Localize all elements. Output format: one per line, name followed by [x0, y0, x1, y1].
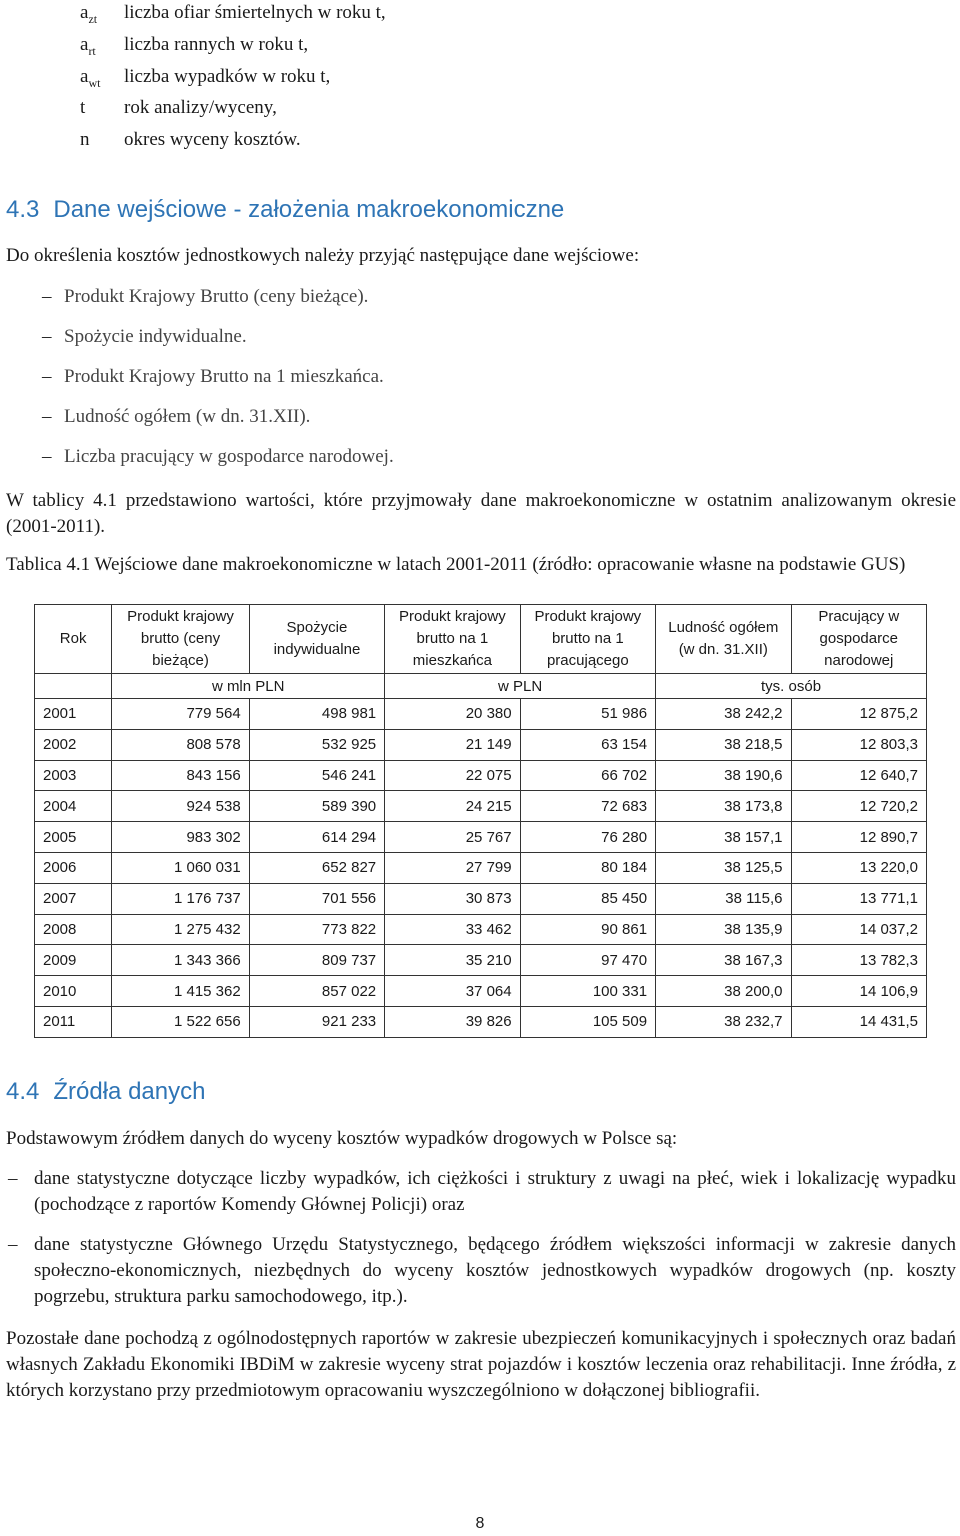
table-intro-paragraph: W tablicy 4.1 przedstawiono wartości, które przyjmowały dane makroekonomiczne w ostatnim analizowanym okresie (2001-2011).	[6, 490, 956, 537]
table-cell: 14 037,2	[791, 914, 926, 945]
section-heading-4-4	[6, 1078, 205, 1106]
table-cell: 13 220,0	[791, 852, 926, 883]
table-header-row	[35, 605, 927, 674]
definition-symbol: $a_{zt}$	[80, 2, 98, 26]
list-item: – Produkt Krajowy Brutto na 1 mieszkańca.	[6, 364, 956, 404]
section-heading-4-3	[6, 196, 564, 224]
table-cell: 2001	[35, 699, 112, 730]
table-cell: 12 890,7	[791, 822, 926, 853]
table-cell: 614 294	[249, 822, 384, 853]
table-cell: 2011	[35, 1006, 112, 1037]
header-rok: Rok	[35, 605, 112, 674]
table-cell: 983 302	[112, 822, 249, 853]
definition-row	[80, 64, 386, 96]
table-cell: 1 060 031	[112, 852, 249, 883]
table-cell: 779 564	[112, 699, 249, 730]
section-intro: Do określenia kosztów jednostkowych należy przyjąć następujące dane wejściowe:	[6, 245, 640, 266]
table-row	[35, 791, 927, 822]
table-cell: 1 343 366	[112, 945, 249, 976]
table-row	[35, 729, 927, 760]
page-number: 8	[475, 1515, 485, 1532]
definition-text: liczba wypadków w roku t,	[124, 65, 331, 87]
table-cell: 38 218,5	[656, 729, 791, 760]
closing-paragraph: Pozostałe dane pochodzą z ogólnodostępnych raportów w zakresie ubezpieczeń komunikacyjnych i społecznych oraz badań własnych Zakładu Ekonomiki IBDiM w zakresie wyceny strat pojazdów i kosztów leczenia oraz rehabilitacji. Inne źródła, z których korzystano przy przedmiotowym opracowaniu wyszczególniono w dołączonej bibliografii.	[6, 1328, 956, 1401]
table-cell: 38 200,0	[656, 976, 791, 1007]
table-cell: 857 022	[249, 976, 384, 1007]
list-item: – Produkt Krajowy Brutto (ceny bieżące).	[6, 284, 956, 324]
table-cell: 589 390	[249, 791, 384, 822]
table-cell: 2005	[35, 822, 112, 853]
definition-text: okres wyceny kosztów.	[124, 129, 301, 151]
table-row	[35, 822, 927, 853]
data-sources-list	[6, 1166, 956, 1324]
table-row	[35, 883, 927, 914]
table-cell: 809 737	[249, 945, 384, 976]
table-cell: 38 135,9	[656, 914, 791, 945]
header-ludnosc: Ludność ogółem (w dn. 31.XII)	[656, 605, 791, 674]
definition-symbol: t	[80, 97, 86, 119]
unit-cell: w PLN	[385, 674, 656, 699]
section-title: Dane wejściowe - założenia makroekonomiczne	[53, 196, 565, 223]
table-cell: 12 720,2	[791, 791, 926, 822]
table-cell: 843 156	[112, 760, 249, 791]
table-row	[35, 760, 927, 791]
definition-symbol: $a_{rt}$	[80, 33, 96, 58]
table-cell: 921 233	[249, 1006, 384, 1037]
unit-cell: tys. osób	[656, 674, 927, 699]
table-cell: 72 683	[520, 791, 655, 822]
table-cell: 85 450	[520, 883, 655, 914]
definition-text: liczba ofiar śmiertelnych w roku t,	[124, 2, 386, 23]
table-cell: 546 241	[249, 760, 384, 791]
list-item: – Ludność ogółem (w dn. 31.XII).	[6, 404, 956, 444]
table-cell: 100 331	[520, 976, 655, 1007]
list-item: – dane statystyczne dotyczące liczby wypadków, ich ciężkości i struktury z uwagi na płeć, wiek i lokalizację wypadku (pochodzące z raportów Komendy Głównej Policji) oraz	[6, 1166, 956, 1218]
table-cell: 1 522 656	[112, 1006, 249, 1037]
table-cell: 2007	[35, 883, 112, 914]
definition-symbol: n	[80, 129, 90, 151]
header-pkb-per-capita: Produkt krajowy brutto na 1 mieszkańca	[385, 605, 520, 674]
table-cell: 14 431,5	[791, 1006, 926, 1037]
table-cell: 37 064	[385, 976, 520, 1007]
table-row	[35, 976, 927, 1007]
table-cell: 38 190,6	[656, 760, 791, 791]
table-cell: 1 176 737	[112, 883, 249, 914]
table-cell: 38 167,3	[656, 945, 791, 976]
table-cell: 12 640,7	[791, 760, 926, 791]
list-item: – dane statystyczne Głównego Urzędu Statystycznego, będącego źródłem większości informacji w zakresie danych społeczno-ekonomicznych, niezbędnych do wyceny kosztów jednostkowych wypadków drogowych (np. koszty pogrzebu, struktura parku samochodowego, itp.).	[6, 1232, 956, 1310]
table-cell: 2004	[35, 791, 112, 822]
definition-row	[80, 32, 386, 64]
table-unit-row	[35, 674, 927, 699]
table-cell: 12 875,2	[791, 699, 926, 730]
definition-text: rok analizy/wyceny,	[124, 97, 277, 119]
variable-definitions	[80, 0, 386, 159]
table-cell: 20 380	[385, 699, 520, 730]
table-cell: 25 767	[385, 822, 520, 853]
table-cell: 2003	[35, 760, 112, 791]
table-cell: 27 799	[385, 852, 520, 883]
table-cell: 808 578	[112, 729, 249, 760]
table-cell: 2010	[35, 976, 112, 1007]
table-cell: 1 275 432	[112, 914, 249, 945]
table-row	[35, 852, 927, 883]
table-cell: 24 215	[385, 791, 520, 822]
table-cell: 38 173,8	[656, 791, 791, 822]
table-row	[35, 945, 927, 976]
section-number: 4.4	[6, 1078, 40, 1105]
table-cell: 701 556	[249, 883, 384, 914]
section-number: 4.3	[6, 196, 40, 223]
table-cell: 33 462	[385, 914, 520, 945]
table-row	[35, 699, 927, 730]
table-cell: 38 232,7	[656, 1006, 791, 1037]
table-cell: 498 981	[249, 699, 384, 730]
table-cell: 30 873	[385, 883, 520, 914]
table-cell: 51 986	[520, 699, 655, 730]
table-cell: 532 925	[249, 729, 384, 760]
table-caption: Tablica 4.1 Wejściowe dane makroekonomiczne w latach 2001-2011 (źródło: opracowanie własne na podstawie GUS)	[6, 554, 906, 575]
header-pkb: Produkt krajowy brutto (ceny bieżące)	[112, 605, 249, 674]
definition-row	[80, 0, 386, 32]
list-item: – Spożycie indywidualne.	[6, 324, 956, 364]
table-cell: 97 470	[520, 945, 655, 976]
table-row	[35, 1006, 927, 1037]
definition-row	[80, 127, 386, 159]
unit-cell: w mln PLN	[112, 674, 385, 699]
header-pracujacy: Pracujący w gospodarce narodowej	[791, 605, 926, 674]
header-pkb-per-worker: Produkt krajowy brutto na 1 pracującego	[520, 605, 655, 674]
table-cell: 38 115,6	[656, 883, 791, 914]
table-row	[35, 914, 927, 945]
table-cell: 90 861	[520, 914, 655, 945]
table-cell: 773 822	[249, 914, 384, 945]
table-cell: 80 184	[520, 852, 655, 883]
header-spozycie: Spożycie indywidualne	[249, 605, 384, 674]
input-data-list	[6, 284, 956, 484]
table-cell: 35 210	[385, 945, 520, 976]
table-cell: 14 106,9	[791, 976, 926, 1007]
table-cell: 66 702	[520, 760, 655, 791]
definition-text: liczba rannych w roku t,	[124, 33, 309, 55]
table-cell: 12 803,3	[791, 729, 926, 760]
table-cell: 39 826	[385, 1006, 520, 1037]
table-cell: 63 154	[520, 729, 655, 760]
unit-empty-cell	[35, 674, 112, 699]
table-cell: 924 538	[112, 791, 249, 822]
table-cell: 2002	[35, 729, 112, 760]
table-cell: 2008	[35, 914, 112, 945]
table-cell: 38 242,2	[656, 699, 791, 730]
table-cell: 76 280	[520, 822, 655, 853]
table-cell: 13 771,1	[791, 883, 926, 914]
section-intro: Podstawowym źródłem danych do wyceny kosztów wypadków drogowych w Polsce są:	[6, 1128, 678, 1149]
section-title: Źródła danych	[53, 1078, 206, 1105]
macroeconomic-data-table	[34, 604, 927, 1038]
definition-symbol: $a_{wt}$	[80, 65, 101, 90]
table-cell: 2009	[35, 945, 112, 976]
table-cell: 105 509	[520, 1006, 655, 1037]
list-item: – Liczba pracujący w gospodarce narodowej.	[6, 444, 956, 484]
table-cell: 1 415 362	[112, 976, 249, 1007]
table-cell: 21 149	[385, 729, 520, 760]
definition-row	[80, 95, 386, 127]
table-cell: 38 125,5	[656, 852, 791, 883]
table-cell: 13 782,3	[791, 945, 926, 976]
table-cell: 2006	[35, 852, 112, 883]
table-cell: 22 075	[385, 760, 520, 791]
table-cell: 652 827	[249, 852, 384, 883]
table-cell: 38 157,1	[656, 822, 791, 853]
